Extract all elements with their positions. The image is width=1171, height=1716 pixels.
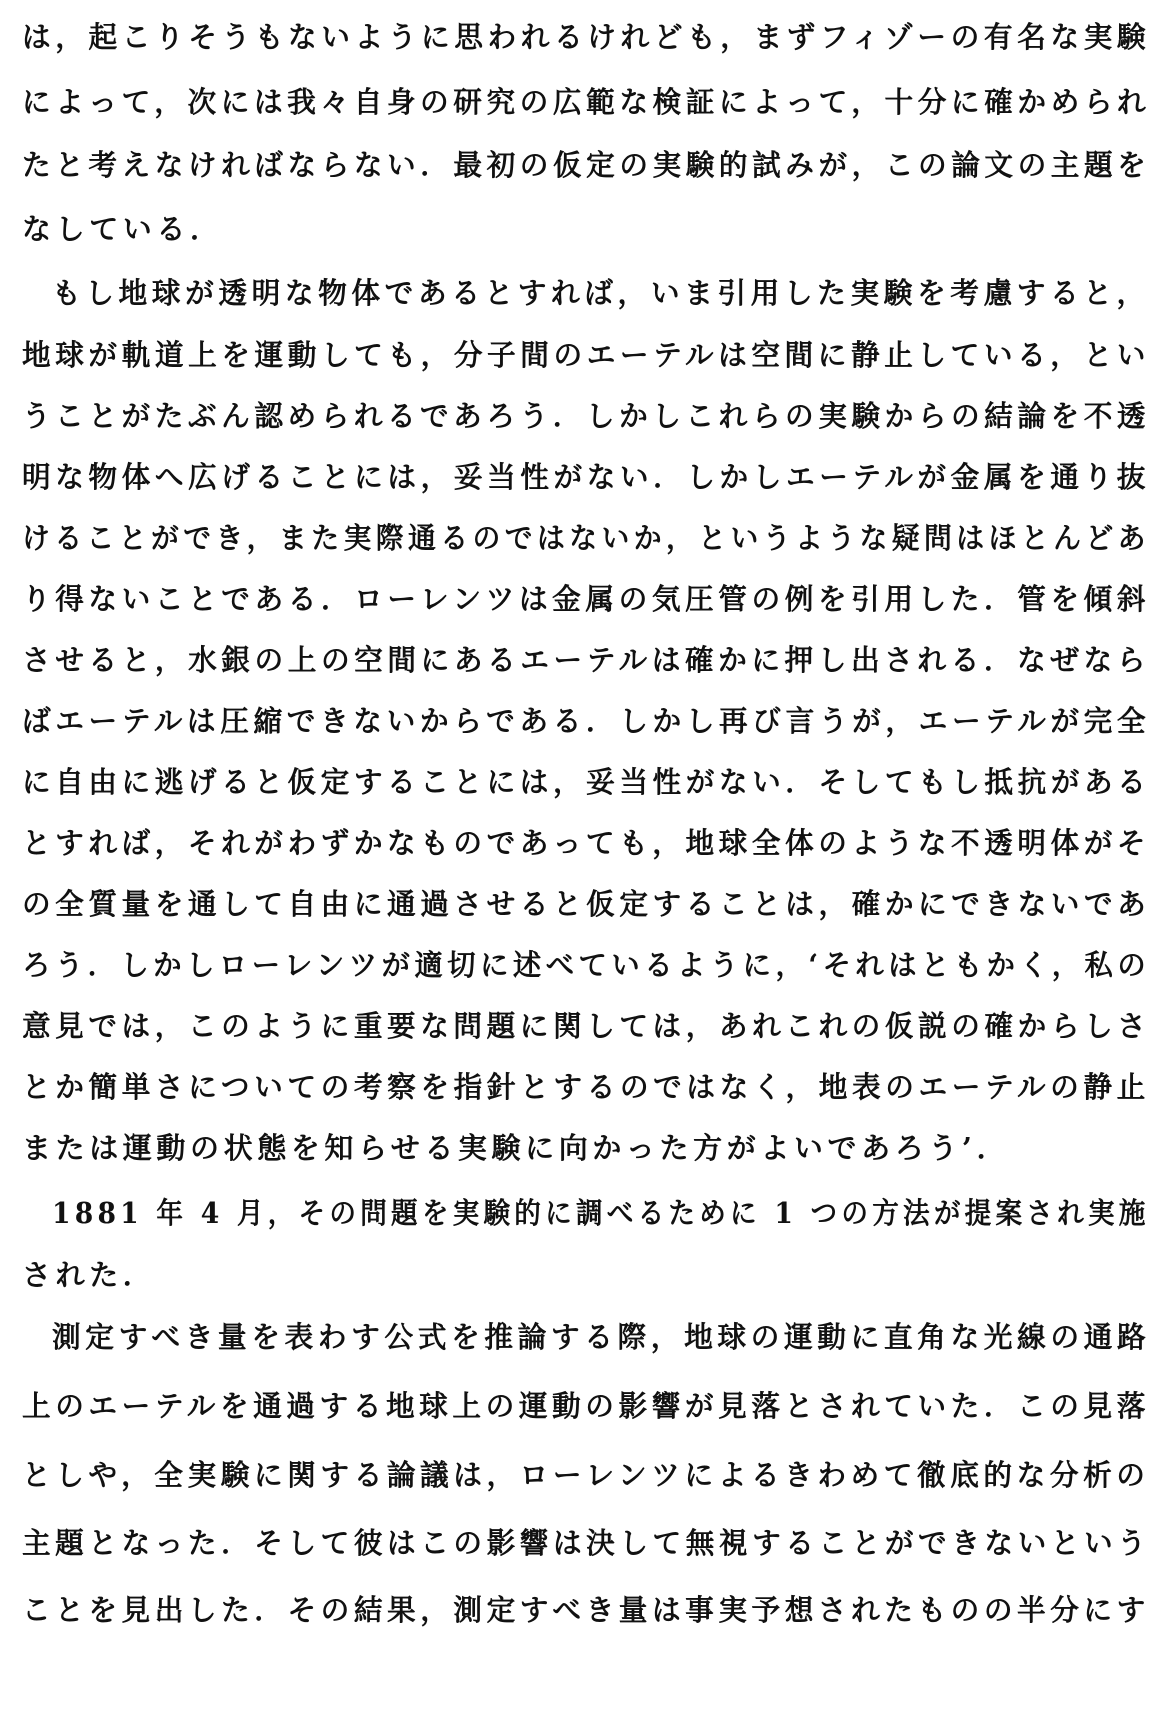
text-line: 主題となった．そして彼はこの影響は決して無視することができないという — [22, 1526, 1151, 1560]
text-line: なしている． — [22, 212, 224, 246]
text-line: としや，全実験に関する論議は，ローレンツによるきわめて徹底的な分析の — [22, 1458, 1150, 1492]
text-line: させると，水銀の上の空間にあるエーテルは確かに押し出される．なぜなら — [22, 643, 1150, 677]
text-line: たと考えなければならない．最初の仮定の実験的試みが，この論文の主題を — [22, 148, 1151, 182]
paragraph-start-line: もし地球が透明な物体であるとすれば，いま引用した実験を考慮すると， — [52, 276, 1150, 310]
text-line: 意見では，このように重要な問題に関しては，あれこれの仮説の確からしさ — [22, 1009, 1151, 1043]
text-line: とか簡単さについての考察を指針とするのではなく，地表のエーテルの静止 — [22, 1070, 1150, 1104]
text-line: り得ないことである．ローレンツは金属の気圧管の例を引用した．管を傾斜 — [22, 582, 1151, 616]
text-line: または運動の状態を知らせる実験に向かった方がよいであろう’． — [22, 1131, 1011, 1165]
paragraph-start-line: 1881 年 4 月，その問題を実験的に調べるために 1 つの方法が提案され実施 — [52, 1196, 1150, 1230]
text-line: うことがたぶん認められるであろう．しかしこれらの実験からの結論を不透 — [22, 399, 1151, 433]
text-line: ことを見出した．その結果，測定すべき量は事実予想されたものの半分にす — [22, 1593, 1150, 1627]
text-line: ろう．しかしローレンツが適切に述べているように，‘それはともかく，私の — [22, 948, 1151, 982]
text-line: された． — [22, 1258, 157, 1292]
text-line: の全質量を通して自由に通過させると仮定することは，確かにできないであ — [22, 887, 1151, 921]
text-line: は，起こりそうもないように思われるけれども，まずフィゾーの有名な実験 — [22, 20, 1151, 54]
text-line: とすれば，それがわずかなものであっても，地球全体のような不透明体がそ — [22, 826, 1151, 860]
text-line: によって，次には我々自身の研究の広範な検証によって，十分に確かめられ — [22, 85, 1151, 119]
text-line: に自由に逃げると仮定することには，妥当性がない．そしてもし抵抗がある — [22, 765, 1151, 799]
paragraph-start-line: 測定すべき量を表わす公式を推論する際，地球の運動に直角な光線の通路 — [52, 1320, 1151, 1354]
text-line: 上のエーテルを通過する地球上の運動の影響が見落とされていた．この見落 — [22, 1389, 1150, 1423]
text-line: ばエーテルは圧縮できないからである．しかし再び言うが，エーテルが完全 — [22, 704, 1151, 738]
text-line: けることができ，また実際通るのではないか，というような疑問はほとんどあ — [22, 521, 1150, 555]
text-line: 明な物体へ広げることには，妥当性がない．しかしエーテルが金属を通り抜 — [22, 460, 1150, 494]
text-line: 地球が軌道上を運動しても，分子間のエーテルは空間に静止している，とい — [22, 338, 1150, 372]
